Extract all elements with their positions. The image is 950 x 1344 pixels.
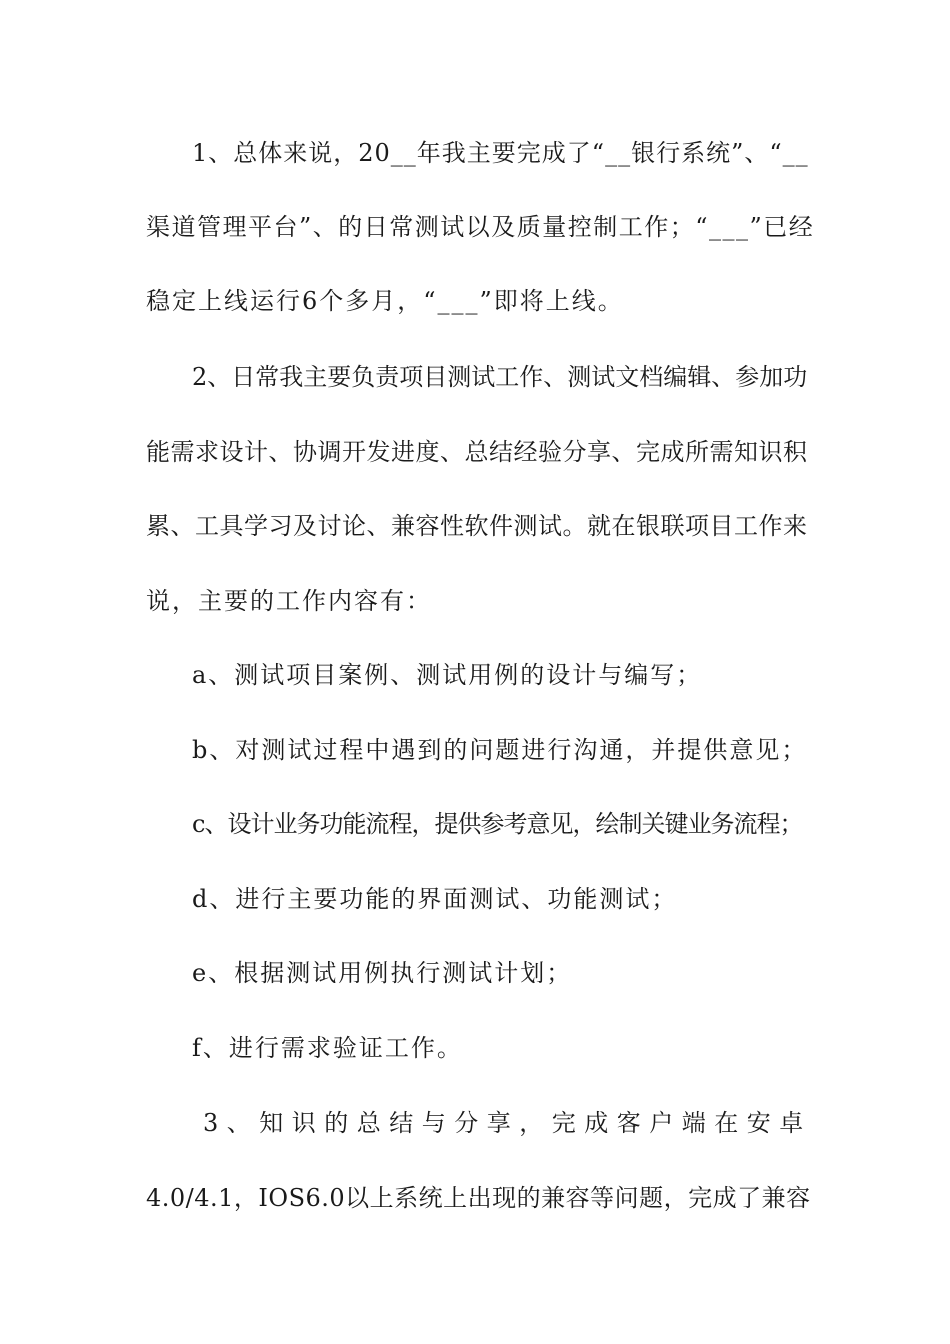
paragraph-2-line-4: 说，主要的工作内容有： — [146, 587, 432, 615]
paragraph-1-line-3: 稳定上线运行6个多月，“___”即将上线。 — [146, 287, 624, 315]
list-item-b: b、对测试过程中遇到的问题进行沟通，并提供意见； — [192, 736, 808, 764]
list-item-c: c、设计业务功能流程，提供参考意见，绘制关键业务流程； — [192, 810, 803, 838]
list-item-a: a、测试项目案例、测试用例的设计与编写； — [192, 661, 703, 689]
paragraph-1-line-1: 1、总体来说，20__年我主要完成了“__银行系统”、“__ — [192, 139, 809, 167]
paragraph-3-line-2: 4.0/4.1，IOS6.0以上系统上出现的兼容等问题，完成了兼容 — [146, 1184, 811, 1212]
list-item-e: e、根据测试用例执行测试计划； — [192, 959, 573, 987]
paragraph-3-line-1: 3、知识的总结与分享，完成客户端在安卓 — [203, 1109, 812, 1137]
paragraph-2-line-1: 2、日常我主要负责项目测试工作、测试文档编辑、参加功 — [192, 363, 808, 391]
list-item-d: d、进行主要功能的界面测试、功能测试； — [192, 885, 678, 913]
list-item-f: f、进行需求验证工作。 — [192, 1034, 463, 1062]
paragraph-2-line-3: 累、工具学习及讨论、兼容性软件测试。就在银联项目工作来 — [146, 512, 808, 540]
paragraph-1-line-2: 渠道管理平台”、的日常测试以及质量控制工作；“___”已经 — [146, 213, 815, 241]
paragraph-2-line-2: 能需求设计、协调开发进度、总结经验分享、完成所需知识积 — [146, 438, 808, 466]
